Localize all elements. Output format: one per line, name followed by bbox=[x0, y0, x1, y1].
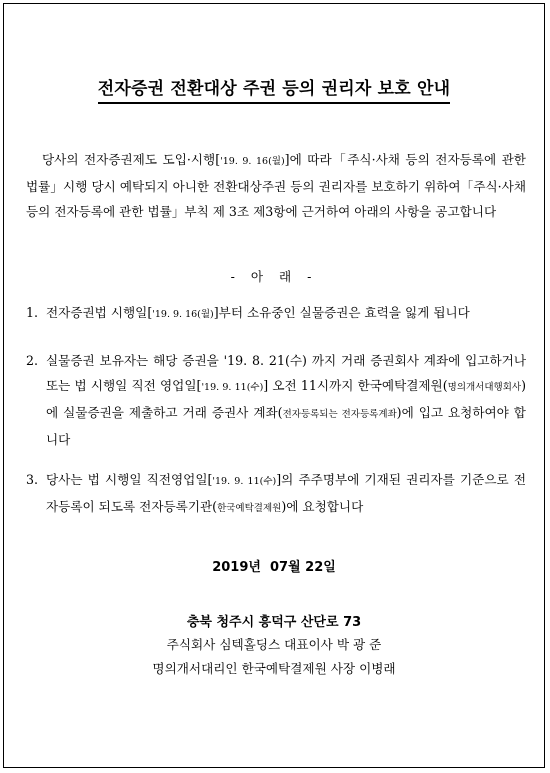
agent-name: 명의개서대리인 한국예탁결제원 사장 이병래 bbox=[152, 661, 396, 676]
intro-paragraph bbox=[26, 147, 526, 224]
item-text-part: 전자증권법 시행일[ bbox=[46, 305, 153, 320]
item-text-small: '19. 9. 16(월) bbox=[152, 309, 214, 320]
item-number: 1. bbox=[26, 305, 39, 320]
list-item-3 bbox=[26, 467, 526, 521]
item-text-part: )에 실물증권을 제출하고 거래 증권사 계좌( bbox=[46, 378, 526, 420]
title-text: 전자증권 전환대상 주권 등의 권리자 보호 안내 bbox=[98, 79, 451, 104]
item-text bbox=[46, 348, 526, 452]
item-text-part: )에 입고 요청하여야 합니다 bbox=[46, 405, 526, 447]
transfer-agent bbox=[4, 660, 544, 678]
item-text-small: 명의개서대행회사 bbox=[447, 382, 522, 393]
item-text-small: 전자등록되는 전자등록계좌 bbox=[282, 409, 397, 420]
notice-frame bbox=[3, 3, 545, 768]
item-text-small: 한국예탁결제원 bbox=[217, 503, 282, 514]
list-item-1 bbox=[26, 300, 526, 327]
item-text-small: '19. 9. 11(수) bbox=[212, 476, 277, 487]
item-text-part: ] 오전 11시까지 한국예탁결제원( bbox=[263, 378, 448, 393]
company-name: 주식회사 심텍홀딩스 대표이사 박 광 준 bbox=[166, 637, 382, 652]
intro-text-2: ]에 따라「주식·사채 등의 전자등록에 관한 법률」시행 당시 예탁되지 아니한 전환대상주권 등의 권리자를 보호하기 위하여「주식·사채 등의 전자등록에 관한 법률」부칙 제 3조 제3항에 근거하여 아래의 사항을 공고합니다 bbox=[26, 152, 526, 219]
item-text-small: '19. 9. 11(수) bbox=[201, 382, 264, 393]
notice-date: 2019년 07월 22일 bbox=[212, 560, 336, 575]
company-signature bbox=[4, 636, 544, 654]
item-number: 2. bbox=[26, 353, 39, 368]
intro-text-1: 당사의 전자증권제도 도입·시행[ bbox=[42, 152, 221, 167]
item-text-part: )에 요청합니다 bbox=[281, 499, 364, 514]
notice-title bbox=[4, 74, 544, 99]
company-address: 충북 청주시 흥덕구 산단로 73 bbox=[186, 615, 362, 630]
section-heading: - 아 래 - bbox=[230, 269, 318, 284]
item-text-part: 당사는 법 시행일 직전영업일[ bbox=[46, 472, 213, 487]
item-text bbox=[46, 467, 526, 521]
list-item-2 bbox=[26, 348, 526, 452]
item-text-part: ]부터 소유중인 실물증권은 효력을 잃게 됩니다 bbox=[213, 305, 470, 320]
intro-date-small: '19. 9. 16(월) bbox=[220, 156, 285, 167]
item-text-part: ]의 주주명부에 기재된 권리자를 기준으로 전자등록이 되도록 전자등록기관( bbox=[46, 472, 526, 514]
item-text bbox=[46, 300, 526, 327]
item-text-part: 실물증권 보유자는 해당 증권을 '19. 8. 21(수) 까지 거래 증권회사 계좌에 입고하거나 또는 법 시행일 직전 영업일[ bbox=[46, 353, 526, 393]
item-number: 3. bbox=[26, 472, 39, 487]
